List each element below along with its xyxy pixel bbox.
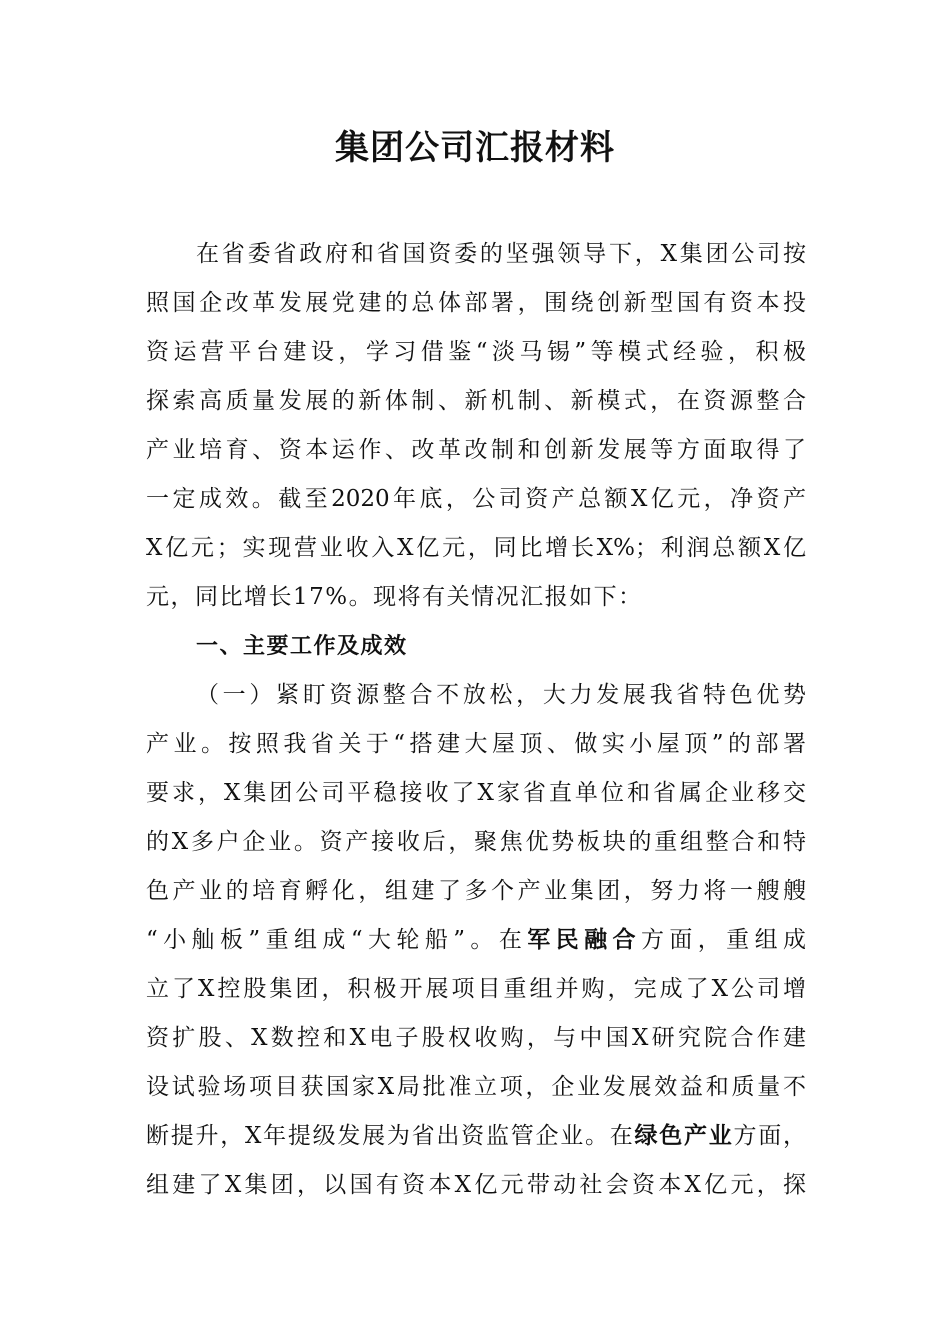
- paragraph-line: 元，同比增长17%。现将有关情况汇报如下：: [146, 584, 643, 610]
- paragraph-line: 产业培育、资本运作、改革改制和创新发展等方面取得了: [146, 437, 806, 463]
- paragraph-line: 色产业的培育孵化，组建了多个产业集团，努力将一艘艘: [146, 878, 806, 904]
- line-text: 方面，: [733, 1123, 807, 1149]
- paragraph-line: 的X多户企业。资产接收后，聚焦优势板块的重组整合和特: [146, 829, 806, 855]
- bold-keyword: 军民融合: [527, 927, 641, 953]
- paragraph-line: X亿元；实现营业收入X亿元，同比增长X%；利润总额X亿: [146, 535, 806, 561]
- paragraph-line: [146, 1112, 806, 1161]
- paragraph-line: 组建了X集团，以国有资本X亿元带动社会资本X亿元，探: [146, 1172, 806, 1198]
- paragraph-line: 立了X控股集团，积极开展项目重组并购，完成了X公司增: [146, 976, 806, 1002]
- paragraph-line: 照国企改革发展党建的总体部署，围绕创新型国有资本投: [146, 290, 806, 316]
- line-text: 方面，重组成: [640, 927, 807, 953]
- document-body: [146, 230, 806, 1210]
- paragraph-line: 资运营平台建设，学习借鉴“淡马锡”等模式经验，积极: [146, 339, 806, 365]
- paragraph-line: 在省委省政府和省国资委的坚强领导下，X集团公司按: [196, 241, 806, 267]
- section-heading: 一、主要工作及成效: [196, 634, 408, 659]
- line-text: “小舢板”重组成“大轮船”。在: [146, 927, 528, 953]
- paragraph-line: 资扩股、X数控和X电子股权收购，与中国X研究院合作建: [146, 1025, 806, 1051]
- paragraph-line: （一）紧盯资源整合不放松，大力发展我省特色优势: [196, 682, 806, 708]
- document-title: 集团公司汇报材料: [335, 128, 615, 168]
- paragraph-line: 设试验场项目获国家X局批准立项，企业发展效益和质量不: [146, 1074, 806, 1100]
- paragraph-line: 一定成效。截至2020年底，公司资产总额X亿元，净资产: [146, 486, 806, 512]
- paragraph-line: 要求，X集团公司平稳接收了X家省直单位和省属企业移交: [146, 780, 806, 806]
- paragraph-line: 探索高质量发展的新体制、新机制、新模式，在资源整合: [146, 388, 806, 414]
- bold-keyword: 绿色产业: [634, 1123, 734, 1149]
- paragraph-line: [146, 916, 806, 965]
- paragraph-line: 产业。按照我省关于“搭建大屋顶、做实小屋顶”的部署: [146, 731, 806, 757]
- line-text: 断提升，X年提级发展为省出资监管企业。在: [146, 1123, 635, 1149]
